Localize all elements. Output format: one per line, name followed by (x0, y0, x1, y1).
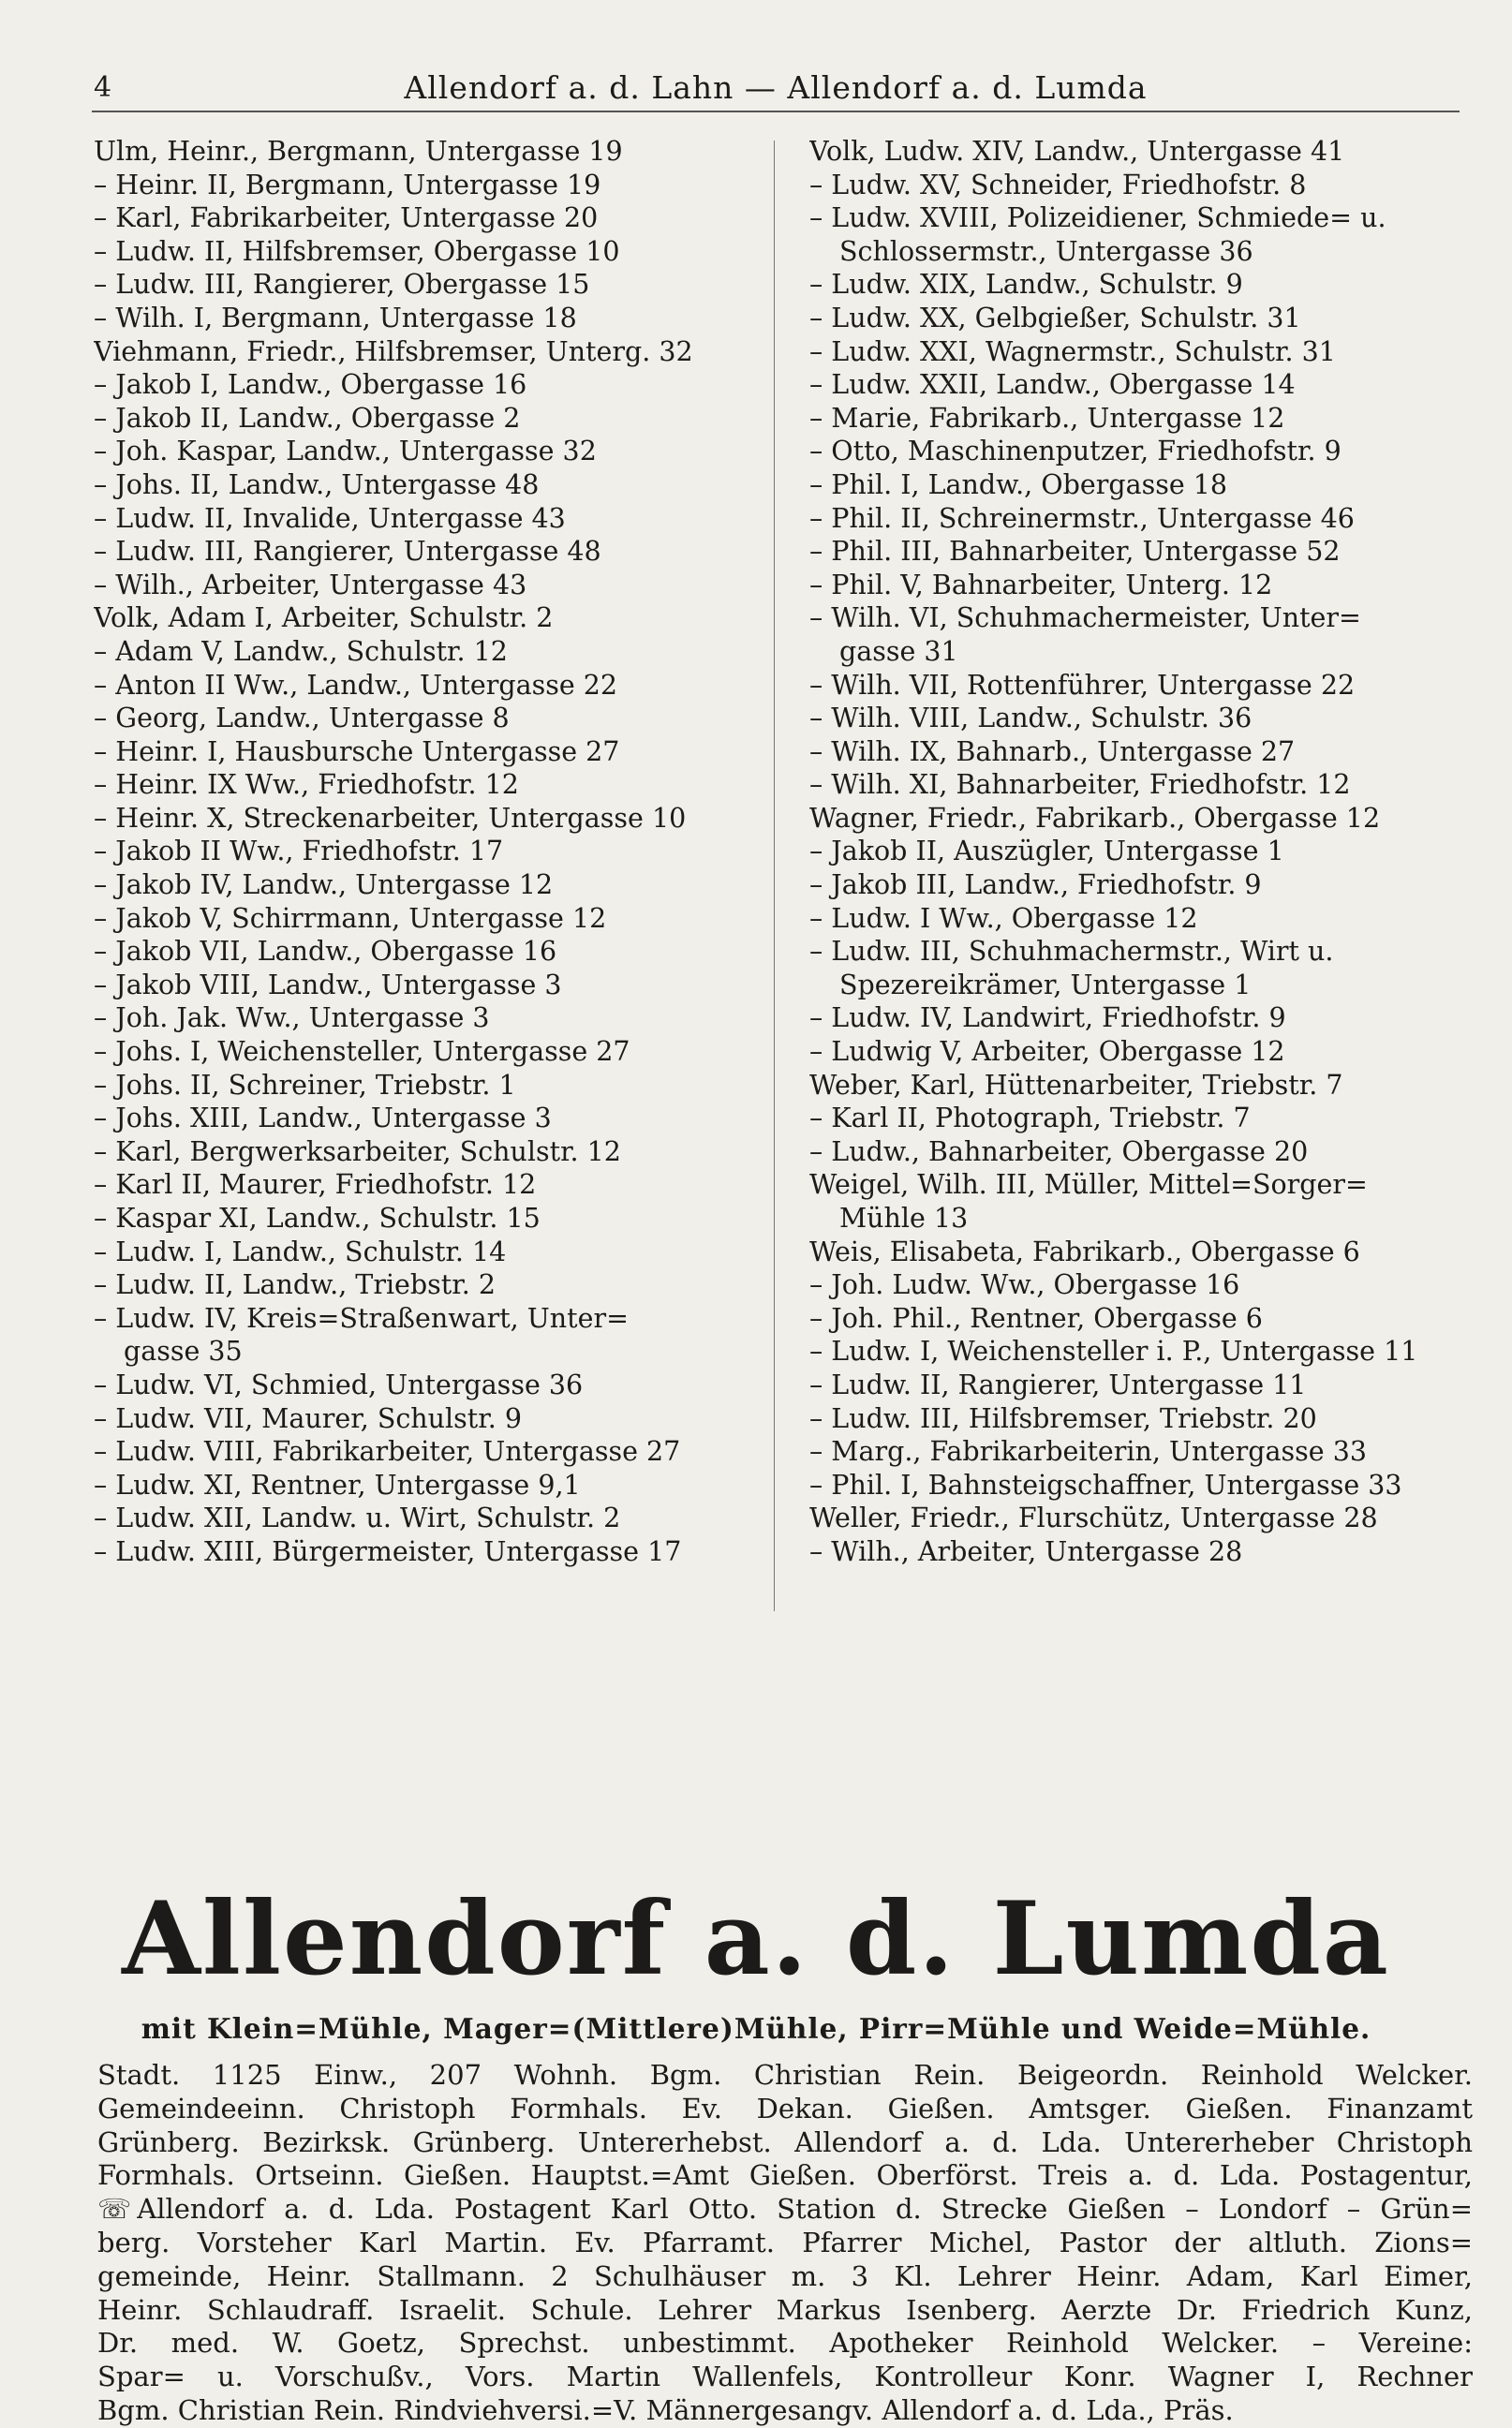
directory-entry: – Phil. II, Schreinermstr., Untergasse 46 (809, 502, 1355, 534)
directory-entry: – Ludw. XI, Rentner, Untergasse 9,1 (94, 1469, 581, 1501)
directory-entry: – Ludw. XVIII, Polizeidiener, Schmiede= u. (809, 202, 1386, 234)
directory-entry: – Marie, Fabrikarb., Untergasse 12 (809, 402, 1285, 434)
directory-entry: Volk, Adam I, Arbeiter, Schulstr. 2 (94, 602, 554, 634)
directory-entry: – Ludw. II, Invalide, Untergasse 43 (94, 502, 566, 534)
info-line: Heinr. Schlaudraff. Israelit. Schule. Lehrer Markus Isenberg. Aerzte Dr. Friedrich Kunz, (97, 2293, 1473, 2326)
directory-entry: – Ludw. III, Rangierer, Untergasse 48 (94, 536, 601, 568)
directory-entry: Wagner, Friedr., Fabrikarb., Obergasse 12 (809, 802, 1381, 834)
directory-entry: Weller, Friedr., Flurschütz, Untergasse 28 (809, 1503, 1378, 1534)
directory-entry: Spezereikrämer, Untergasse 1 (839, 969, 1252, 1000)
directory-entry: – Ludw. I, Landw., Schulstr. 14 (94, 1236, 507, 1267)
info-line: berg. Vorsteher Karl Martin. Ev. Pfarramt. Pfarrer Michel, Pastor der altluth. Zions= (97, 2226, 1473, 2258)
directory-entry: Mühle 13 (839, 1203, 969, 1234)
directory-entry: Viehmann, Friedr., Hilfsbremser, Unterg. 32 (94, 335, 693, 367)
directory-entry: – Heinr. X, Streckenarbeiter, Untergasse 10 (94, 802, 687, 834)
info-line: Grünberg. Bezirksk. Grünberg. Untererhebst. Allendorf a. d. Lda. Untererheber Christoph (97, 2125, 1473, 2158)
directory-entry: – Wilh., Arbeiter, Untergasse 28 (809, 1535, 1243, 1567)
directory-entry: – Jakob V, Schirrmann, Untergasse 12 (94, 902, 607, 934)
directory-entry: – Ludw. XIII, Bürgermeister, Untergasse 17 (94, 1535, 682, 1567)
directory-entry: Weis, Elisabeta, Fabrikarb., Obergasse 6 (809, 1236, 1360, 1267)
info-line: Stadt. 1125 Einw., 207 Wohnh. Bgm. Christian Rein. Beigeordn. Reinhold Welcker. (97, 2059, 1473, 2091)
directory-entry: – Johs. I, Weichensteller, Untergasse 27 (94, 1036, 630, 1068)
directory-entry: – Ludw. VII, Maurer, Schulstr. 9 (94, 1402, 522, 1434)
page-number: 4 (94, 71, 112, 104)
directory-entry: – Wilh. XI, Bahnarbeiter, Friedhofstr. 12 (809, 769, 1351, 801)
directory-entry: – Ludw. XII, Landw. u. Wirt, Schulstr. 2 (94, 1503, 621, 1534)
info-line: Dr. med. W. Goetz, Sprechst. unbestimmt. Apotheker Reinhold Welcker. – Vereine: (97, 2327, 1473, 2360)
directory-entry: – Adam V, Landw., Schulstr. 12 (94, 635, 508, 667)
directory-entry: – Joh. Kaspar, Landw., Untergasse 32 (94, 436, 597, 467)
directory-entry: – Wilh. I, Bergmann, Untergasse 18 (94, 302, 577, 333)
directory-entry: – Jakob VII, Landw., Obergasse 16 (94, 936, 557, 968)
info-line-text: Allendorf a. d. Lda. Postagent Karl Otto. Station d. Strecke Gießen – Londorf – Grün= (137, 2193, 1473, 2226)
running-title: Allendorf a. d. Lahn — Allendorf a. d. Lumda (404, 69, 1148, 106)
directory-entry: – Wilh. IX, Bahnarb., Untergasse 27 (809, 735, 1296, 767)
directory-entry: – Ludw. III, Schuhmachermstr., Wirt u. (809, 936, 1334, 968)
directory-entry: – Marg., Fabrikarbeiterin, Untergasse 33 (809, 1436, 1367, 1468)
directory-entry: – Ludw. IV, Kreis=Straßenwart, Unter= (94, 1302, 629, 1334)
directory-entry: Schlossermstr., Untergasse 36 (839, 235, 1253, 267)
directory-entry: – Ludwig V, Arbeiter, Obergasse 12 (809, 1036, 1285, 1068)
directory-entry: – Jakob II, Landw., Obergasse 2 (94, 402, 521, 434)
directory-entry: – Johs. XIII, Landw., Untergasse 3 (94, 1103, 552, 1134)
info-line (97, 2193, 1473, 2227)
directory-entry: – Heinr. IX Ww., Friedhofstr. 12 (94, 769, 519, 801)
directory-entry: – Jakob II, Auszügler, Untergasse 1 (809, 836, 1284, 867)
directory-entry: – Ludw. III, Rangierer, Obergasse 15 (94, 269, 590, 301)
directory-entry: – Ludw. III, Hilfsbremser, Triebstr. 20 (809, 1402, 1317, 1434)
directory-entry: – Ludw. VIII, Fabrikarbeiter, Untergasse 27 (94, 1436, 681, 1468)
section-info (97, 2059, 1473, 2428)
directory-entry: – Johs. II, Schreiner, Triebstr. 1 (94, 1069, 516, 1101)
directory-entry: – Ludw. XXII, Landw., Obergasse 14 (809, 369, 1296, 401)
section-subtitle: mit Klein=Mühle, Mager=(Mittlere)Mühle, Pirr=Mühle und Weide=Mühle. (141, 2012, 1371, 2045)
directory-entry: – Johs. II, Landw., Untergasse 48 (94, 468, 540, 500)
right-column (809, 135, 1484, 1569)
directory-entry: – Karl II, Maurer, Friedhofstr. 12 (94, 1169, 537, 1201)
directory-entry: – Jakob II Ww., Friedhofstr. 17 (94, 836, 504, 867)
directory-entry: – Jakob III, Landw., Friedhofstr. 9 (809, 869, 1262, 901)
directory-entry: – Ludw. I Ww., Obergasse 12 (809, 902, 1198, 934)
info-line: Formhals. Ortseinn. Gießen. Hauptst.=Amt Gießen. Oberförst. Treis a. d. Lda. Postagentur, (97, 2159, 1473, 2192)
directory-entry: – Phil. I, Landw., Obergasse 18 (809, 468, 1228, 500)
directory-entry: – Phil. V, Bahnarbeiter, Unterg. 12 (809, 569, 1273, 600)
directory-entry: – Ludw. XIX, Landw., Schulstr. 9 (809, 269, 1243, 301)
info-line: Gemeindeeinn. Christoph Formhals. Ev. Dekan. Gießen. Amtsger. Gießen. Finanzamt (97, 2092, 1473, 2124)
directory-entry: – Phil. III, Bahnarbeiter, Untergasse 52 (809, 536, 1341, 568)
directory-entry: – Ludw., Bahnarbeiter, Obergasse 20 (809, 1135, 1309, 1167)
directory-entry: – Wilh. VI, Schuhmachermeister, Unter= (809, 602, 1361, 634)
directory-entry: – Heinr. II, Bergmann, Untergasse 19 (94, 169, 601, 200)
directory-entry: – Wilh., Arbeiter, Untergasse 43 (94, 569, 527, 600)
directory-entry: – Otto, Maschinenputzer, Friedhofstr. 9 (809, 436, 1342, 467)
telephone-icon: ☏ (97, 2193, 132, 2226)
directory-entry: – Ludw. XXI, Wagnermstr., Schulstr. 31 (809, 335, 1336, 367)
directory-entry: – Kaspar XI, Landw., Schulstr. 15 (94, 1203, 541, 1234)
directory-entry: – Ludw. II, Hilfsbremser, Obergasse 10 (94, 235, 620, 267)
directory-entry: – Wilh. VIII, Landw., Schulstr. 36 (809, 703, 1253, 734)
directory-entry: Weigel, Wilh. III, Müller, Mittel=Sorger= (809, 1169, 1368, 1201)
section-title: Allendorf a. d. Lumda (122, 1880, 1390, 1998)
directory-entry: – Ludw. IV, Landwirt, Friedhofstr. 9 (809, 1002, 1286, 1034)
directory-entry: – Phil. I, Bahnsteigschaffner, Untergasse 33 (809, 1469, 1402, 1501)
directory-entry: gasse 35 (124, 1336, 243, 1368)
info-line: Spar= u. Vorschußv., Vors. Martin Wallenfels, Kontrolleur Konr. Wagner I, Rechner (97, 2361, 1473, 2393)
directory-entry: – Jakob IV, Landw., Untergasse 12 (94, 869, 554, 901)
directory-entry: – Joh. Phil., Rentner, Obergasse 6 (809, 1302, 1263, 1334)
directory-entry: – Ludw. I, Weichensteller i. P., Untergasse 11 (809, 1336, 1418, 1368)
directory-entry: – Karl, Fabrikarbeiter, Untergasse 20 (94, 202, 599, 234)
info-line: Bgm. Christian Rein. Rindviehversi.=V. Männergesangv. Allendorf a. d. Lda., Präs. (97, 2393, 1234, 2426)
directory-entry: – Joh. Ludw. Ww., Obergasse 16 (809, 1269, 1240, 1301)
directory-entry: Weber, Karl, Hüttenarbeiter, Triebstr. 7 (809, 1069, 1343, 1101)
directory-entry: gasse 31 (839, 635, 958, 667)
page-header (92, 67, 1460, 112)
directory-entry: – Karl, Bergwerksarbeiter, Schulstr. 12 (94, 1135, 621, 1167)
directory-entry: – Ludw. XV, Schneider, Friedhofstr. 8 (809, 169, 1307, 200)
column-divider (774, 141, 775, 1611)
directory-entry: Ulm, Heinr., Bergmann, Untergasse 19 (94, 136, 623, 167)
directory-entry: – Wilh. VII, Rottenführer, Untergasse 22 (809, 669, 1356, 701)
info-line: gemeinde, Heinr. Stallmann. 2 Schulhäuser m. 3 Kl. Lehrer Heinr. Adam, Karl Eimer, (97, 2259, 1473, 2292)
directory-entry: – Ludw. II, Landw., Triebstr. 2 (94, 1269, 496, 1301)
directory-entry: – Anton II Ww., Landw., Untergasse 22 (94, 669, 618, 701)
directory-entry: – Jakob I, Landw., Obergasse 16 (94, 369, 527, 401)
directory-entry: – Ludw. XX, Gelbgießer, Schulstr. 31 (809, 302, 1301, 333)
left-column (94, 135, 768, 1569)
directory-entry: Volk, Ludw. XIV, Landw., Untergasse 41 (809, 136, 1345, 167)
directory-entry: – Jakob VIII, Landw., Untergasse 3 (94, 969, 562, 1000)
directory-entry: – Ludw. VI, Schmied, Untergasse 36 (94, 1369, 584, 1400)
directory-entry: – Joh. Jak. Ww., Untergasse 3 (94, 1002, 490, 1034)
directory-entry: – Karl II, Photograph, Triebstr. 7 (809, 1103, 1251, 1134)
directory-entry: – Ludw. II, Rangierer, Untergasse 11 (809, 1369, 1307, 1400)
directory-entry: – Heinr. I, Hausbursche Untergasse 27 (94, 735, 620, 767)
directory-entry: – Georg, Landw., Untergasse 8 (94, 703, 510, 734)
